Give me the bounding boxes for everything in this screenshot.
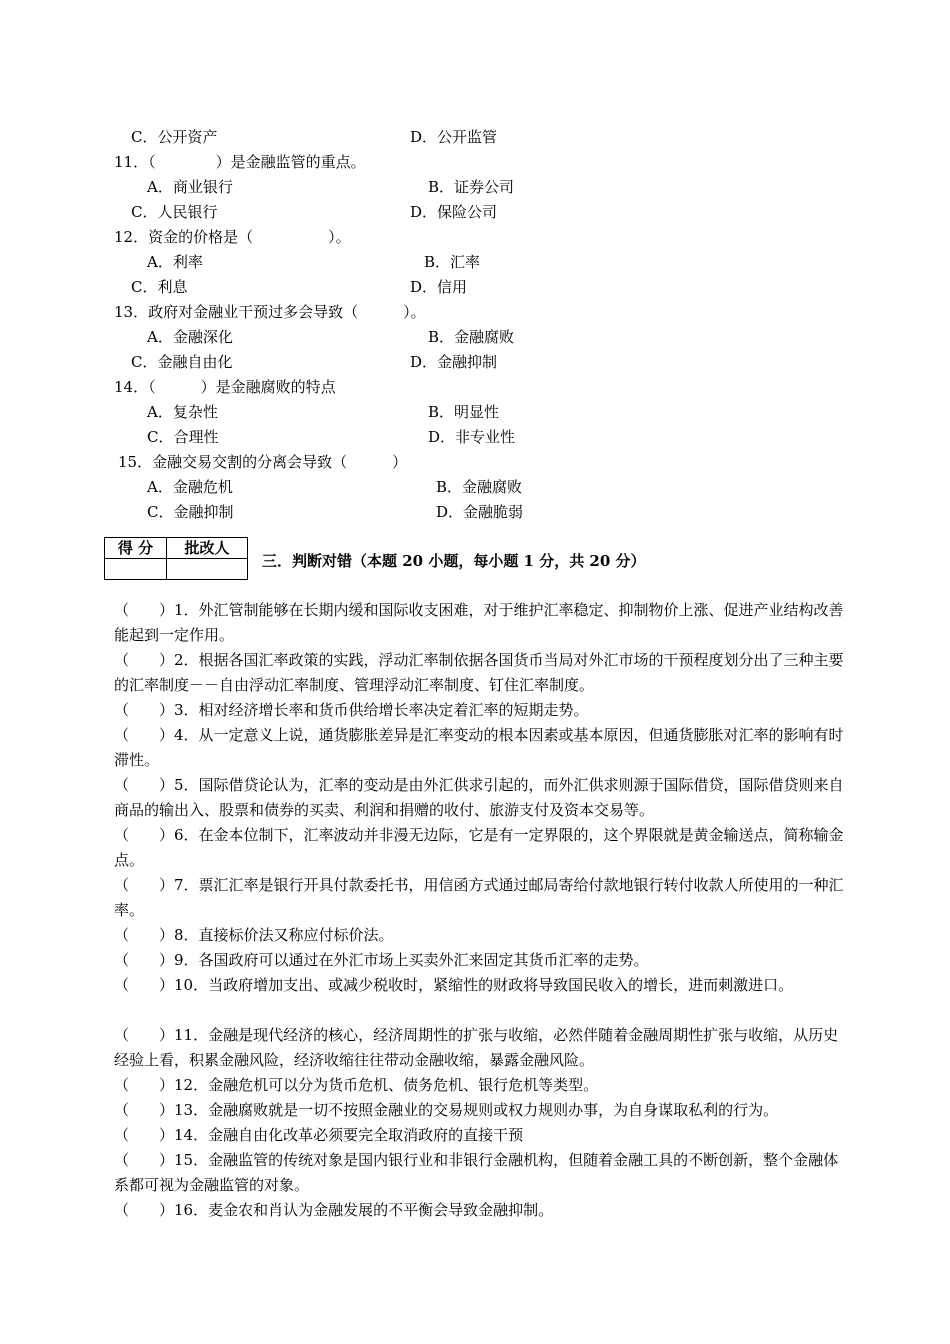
tf-item-11: （ ）11．金融是现代经济的核心，经济周期性的扩张与收缩，必然伴随着金融周期性扩张与收缩，从历史经验上看，积累金融风险，经济收缩往往带动金融收缩，暴露金融风险。 (114, 1026, 839, 1069)
score-table (104, 537, 248, 580)
q15-stem: 15．金融交易交割的分离会导致（ ） (118, 453, 408, 471)
tf-item-10: （ ）10．当政府增加支出、或减少税收时，紧缩性的财政将导致国民收入的增长，进而刺激进口。 (114, 976, 794, 994)
tf-item-14: （ ）14．金融自由化改革必须要完全取消政府的直接干预 (114, 1126, 524, 1144)
tf-item-9: （ ）9．各国政府可以通过在外汇市场上买卖外汇来固定其货币汇率的走势。 (114, 951, 649, 969)
tf-item-16: （ ）16．麦金农和肖认为金融发展的不平衡会导致金融抑制。 (114, 1201, 554, 1219)
tf-item-2: （ ）2．根据各国汇率政策的实践，浮动汇率制依据各国货币当局对外汇市场的干预程度划分出了三种主要的汇率制度－－自由浮动汇率制度、管理浮动汇率制度、钉住汇率制度。 (114, 651, 844, 694)
q13-option-c: C．金融自由化 (131, 353, 233, 371)
tf-item-4: （ ）4．从一定意义上说，通货膨胀差异是汇率变动的根本因素或基本原因，但通货膨胀对汇率的影响有时滞性。 (114, 726, 844, 769)
q13-option-a: A．金融深化 (147, 328, 233, 346)
tf-item-3: （ ）3．相对经济增长率和货币供给增长率决定着汇率的短期走势。 (114, 701, 589, 719)
tf-item-6: （ ）6．在金本位制下，汇率波动并非漫无边际，它是有一定界限的，这个界限就是黄金输送点，简称输金点。 (114, 826, 844, 869)
score-cell (105, 559, 167, 580)
section-title: 三．判断对错（本题 20 小题，每小题 1 分，共 20 分） (262, 552, 646, 570)
q11-option-c: C．人民银行 (131, 203, 218, 221)
q13-option-d: D．金融抑制 (410, 353, 498, 371)
q10-option-c: C．公开资产 (131, 128, 218, 146)
q15-option-b: B．金融腐败 (436, 478, 523, 496)
q14-option-b: B．明显性 (428, 403, 500, 421)
tf-item-5: （ ）5．国际借贷论认为，汇率的变动是由外汇供求引起的，而外汇供求则源于国际借贷，国际借贷则来自商品的输出入、股票和债券的买卖、利润和捐赠的收付、旅游支付及资本交易等。 (114, 776, 844, 819)
q14-stem: 14．（ ）是金融腐败的特点 (114, 378, 336, 396)
q12-option-d: D．信用 (410, 278, 468, 296)
q12-option-c: C．利息 (131, 278, 188, 296)
q14-option-a: A．复杂性 (147, 403, 218, 421)
q11-option-a: A．商业银行 (147, 178, 233, 196)
grader-label: 批改人 (167, 538, 248, 559)
score-label: 得 分 (105, 538, 167, 559)
q11-stem: 11．（ ）是金融监管的重点。 (114, 153, 366, 171)
q11-option-b: B．证券公司 (428, 178, 515, 196)
q10-option-d: D．公开监管 (410, 128, 498, 146)
q11-option-d: D．保险公司 (410, 203, 498, 221)
q15-option-d: D．金融脆弱 (436, 503, 524, 521)
q15-option-a: A．金融危机 (147, 478, 233, 496)
q13-option-b: B．金融腐败 (428, 328, 515, 346)
q12-stem: 12．资金的价格是（ ）。 (114, 228, 351, 246)
q14-option-d: D．非专业性 (428, 428, 516, 446)
q15-option-c: C．金融抑制 (147, 503, 234, 521)
tf-item-7: （ ）7．票汇汇率是银行开具付款委托书，用信函方式通过邮局寄给付款地银行转付收款人所使用的一种汇率。 (114, 876, 844, 919)
q14-option-c: C．合理性 (147, 428, 219, 446)
tf-item-1: （ ）1．外汇管制能够在长期内缓和国际收支困难，对于维护汇率稳定、抑制物价上涨、促进产业结构改善能起到一定作用。 (114, 601, 844, 644)
tf-item-12: （ ）12．金融危机可以分为货币危机、债务危机、银行危机等类型。 (114, 1076, 599, 1094)
tf-item-13: （ ）13．金融腐败就是一切不按照金融业的交易规则或权力规则办事，为自身谋取私利的行为。 (114, 1101, 779, 1119)
q13-stem: 13．政府对金融业干预过多会导致（ ）。 (114, 303, 426, 321)
q12-option-b: B．汇率 (424, 253, 481, 271)
grader-cell (167, 559, 248, 580)
tf-item-15: （ ）15．金融监管的传统对象是国内银行业和非银行金融机构，但随着金融工具的不断创新，整个金融体系都可视为金融监管的对象。 (114, 1151, 839, 1194)
q12-option-a: A．利率 (147, 253, 203, 271)
tf-item-8: （ ）8．直接标价法又称应付标价法。 (114, 926, 394, 944)
